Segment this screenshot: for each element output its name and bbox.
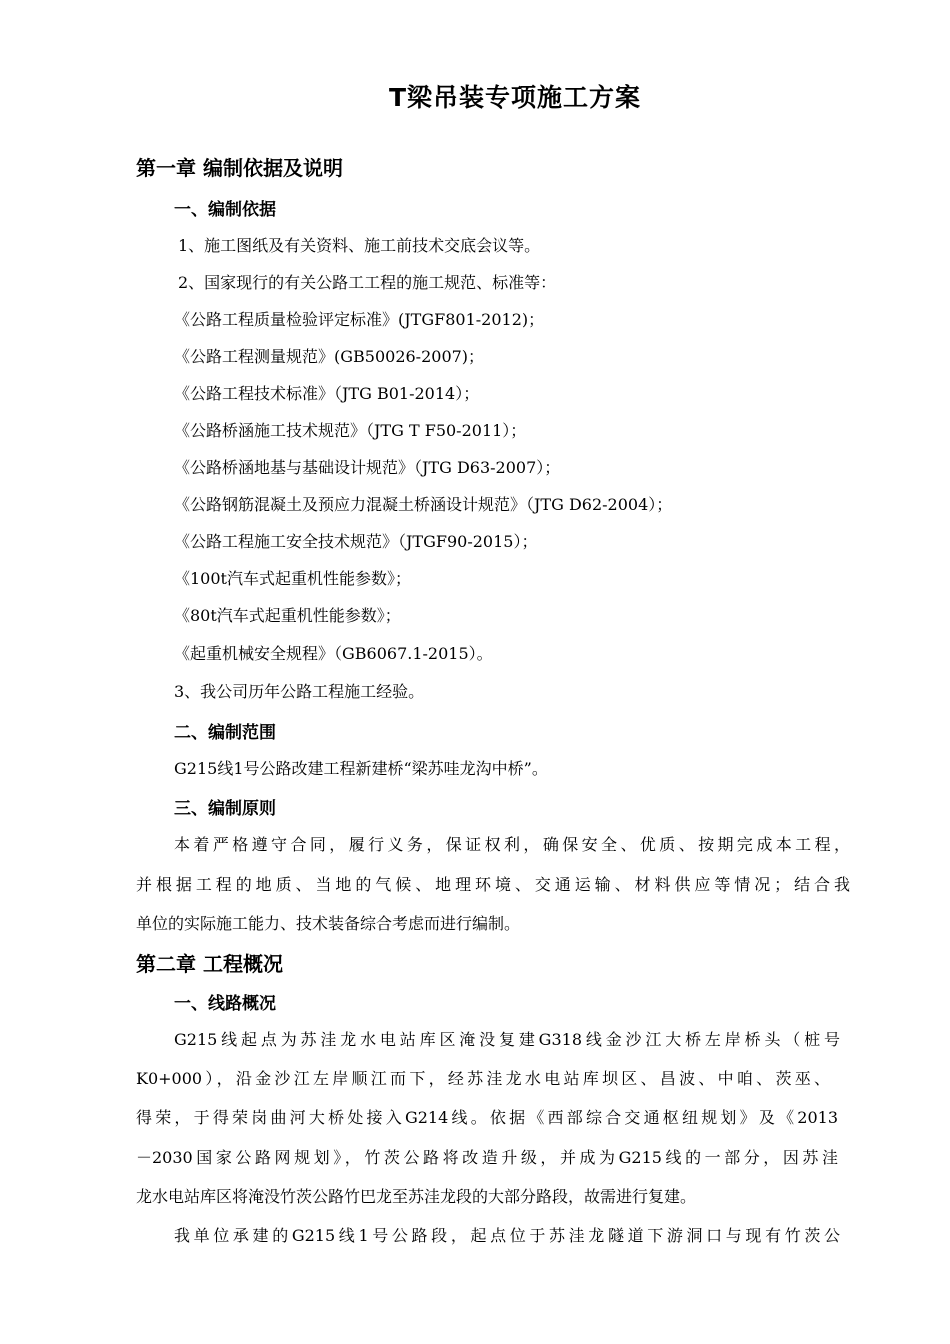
chapter-2-heading: 第二章 工程概况 [136, 952, 283, 976]
standard-item: 《公路工程质量检验评定标准》(JTGF801-2012)； [174, 310, 545, 329]
standard-item: 《80t汽车式起重机性能参数》； [174, 606, 401, 625]
basis-item-3: 3、我公司历年公路工程施工经验。 [174, 682, 425, 701]
basis-item-1: 1、施工图纸及有关资料、施工前技术交底会议等。 [178, 236, 541, 255]
standard-item: 《公路桥涵地基与基础设计规范》（JTG D63-2007）； [174, 458, 561, 477]
standard-item: 《公路桥涵施工技术规范》（JTG T F50-2011）； [174, 421, 527, 440]
route-line: 龙水电站库区将淹没竹茨公路竹巴龙至苏洼龙段的大部分路段，故需进行复建。 [136, 1187, 697, 1206]
standard-item: 《公路工程测量规范》(GB50026-2007)； [174, 347, 485, 366]
standard-item: 《公路工程技术标准》（JTG B01-2014）； [174, 384, 480, 403]
route-line: －2030国家公路网规划》，竹茨公路将改造升级，并成为G215线的一部分，因苏洼 [136, 1148, 838, 1167]
principle-line: 本着严格遵守合同，履行义务，保证权利，确保安全、优质、按期完成本工程， [174, 835, 850, 854]
route-line: 我单位承建的G215线1号公路段，起点位于苏洼龙隧道下游洞口与现有竹茨公 [174, 1226, 840, 1245]
section-scope-heading: 二、编制范围 [174, 723, 276, 743]
route-line: G215线起点为苏洼龙水电站库区淹没复建G318线金沙江大桥左岸桥头（桩号 [174, 1030, 840, 1049]
section-principle-heading: 三、编制原则 [174, 799, 276, 819]
standard-item: 《公路工程施工安全技术规范》（JTGF90-2015）； [174, 532, 538, 551]
principle-line: 单位的实际施工能力、技术装备综合考虑而进行编制。 [136, 914, 521, 933]
standard-item: 《100t汽车式起重机性能参数》； [174, 569, 411, 588]
basis-item-2: 2、国家现行的有关公路工工程的施工规范、标准等： [178, 273, 557, 292]
chapter-1-heading: 第一章 编制依据及说明 [136, 156, 343, 180]
section-route-heading: 一、线路概况 [174, 994, 276, 1014]
standard-item: 《公路钢筋混凝土及预应力混凝土桥涵设计规范》（JTG D62-2004）； [174, 495, 673, 514]
route-line: K0+000），沿金沙江左岸顺江而下，经苏洼龙水电站库坝区、昌波、中咱、茨巫、 [136, 1069, 830, 1088]
standard-item: 《起重机械安全规程》（GB6067.1-2015）。 [174, 644, 493, 663]
section-basis-heading: 一、编制依据 [174, 200, 276, 220]
principle-line: 并根据工程的地质、当地的气候、地理环境、交通运输、材料供应等情况；结合我 [136, 875, 850, 894]
route-line: 得荣，于得荣岗曲河大桥处接入G214线。依据《西部综合交通枢纽规划》及《2013 [136, 1108, 838, 1127]
document-title: T梁吊装专项施工方案 [388, 83, 642, 112]
scope-text: G215线1号公路改建工程新建桥“梁苏哇龙沟中桥”。 [174, 759, 548, 778]
